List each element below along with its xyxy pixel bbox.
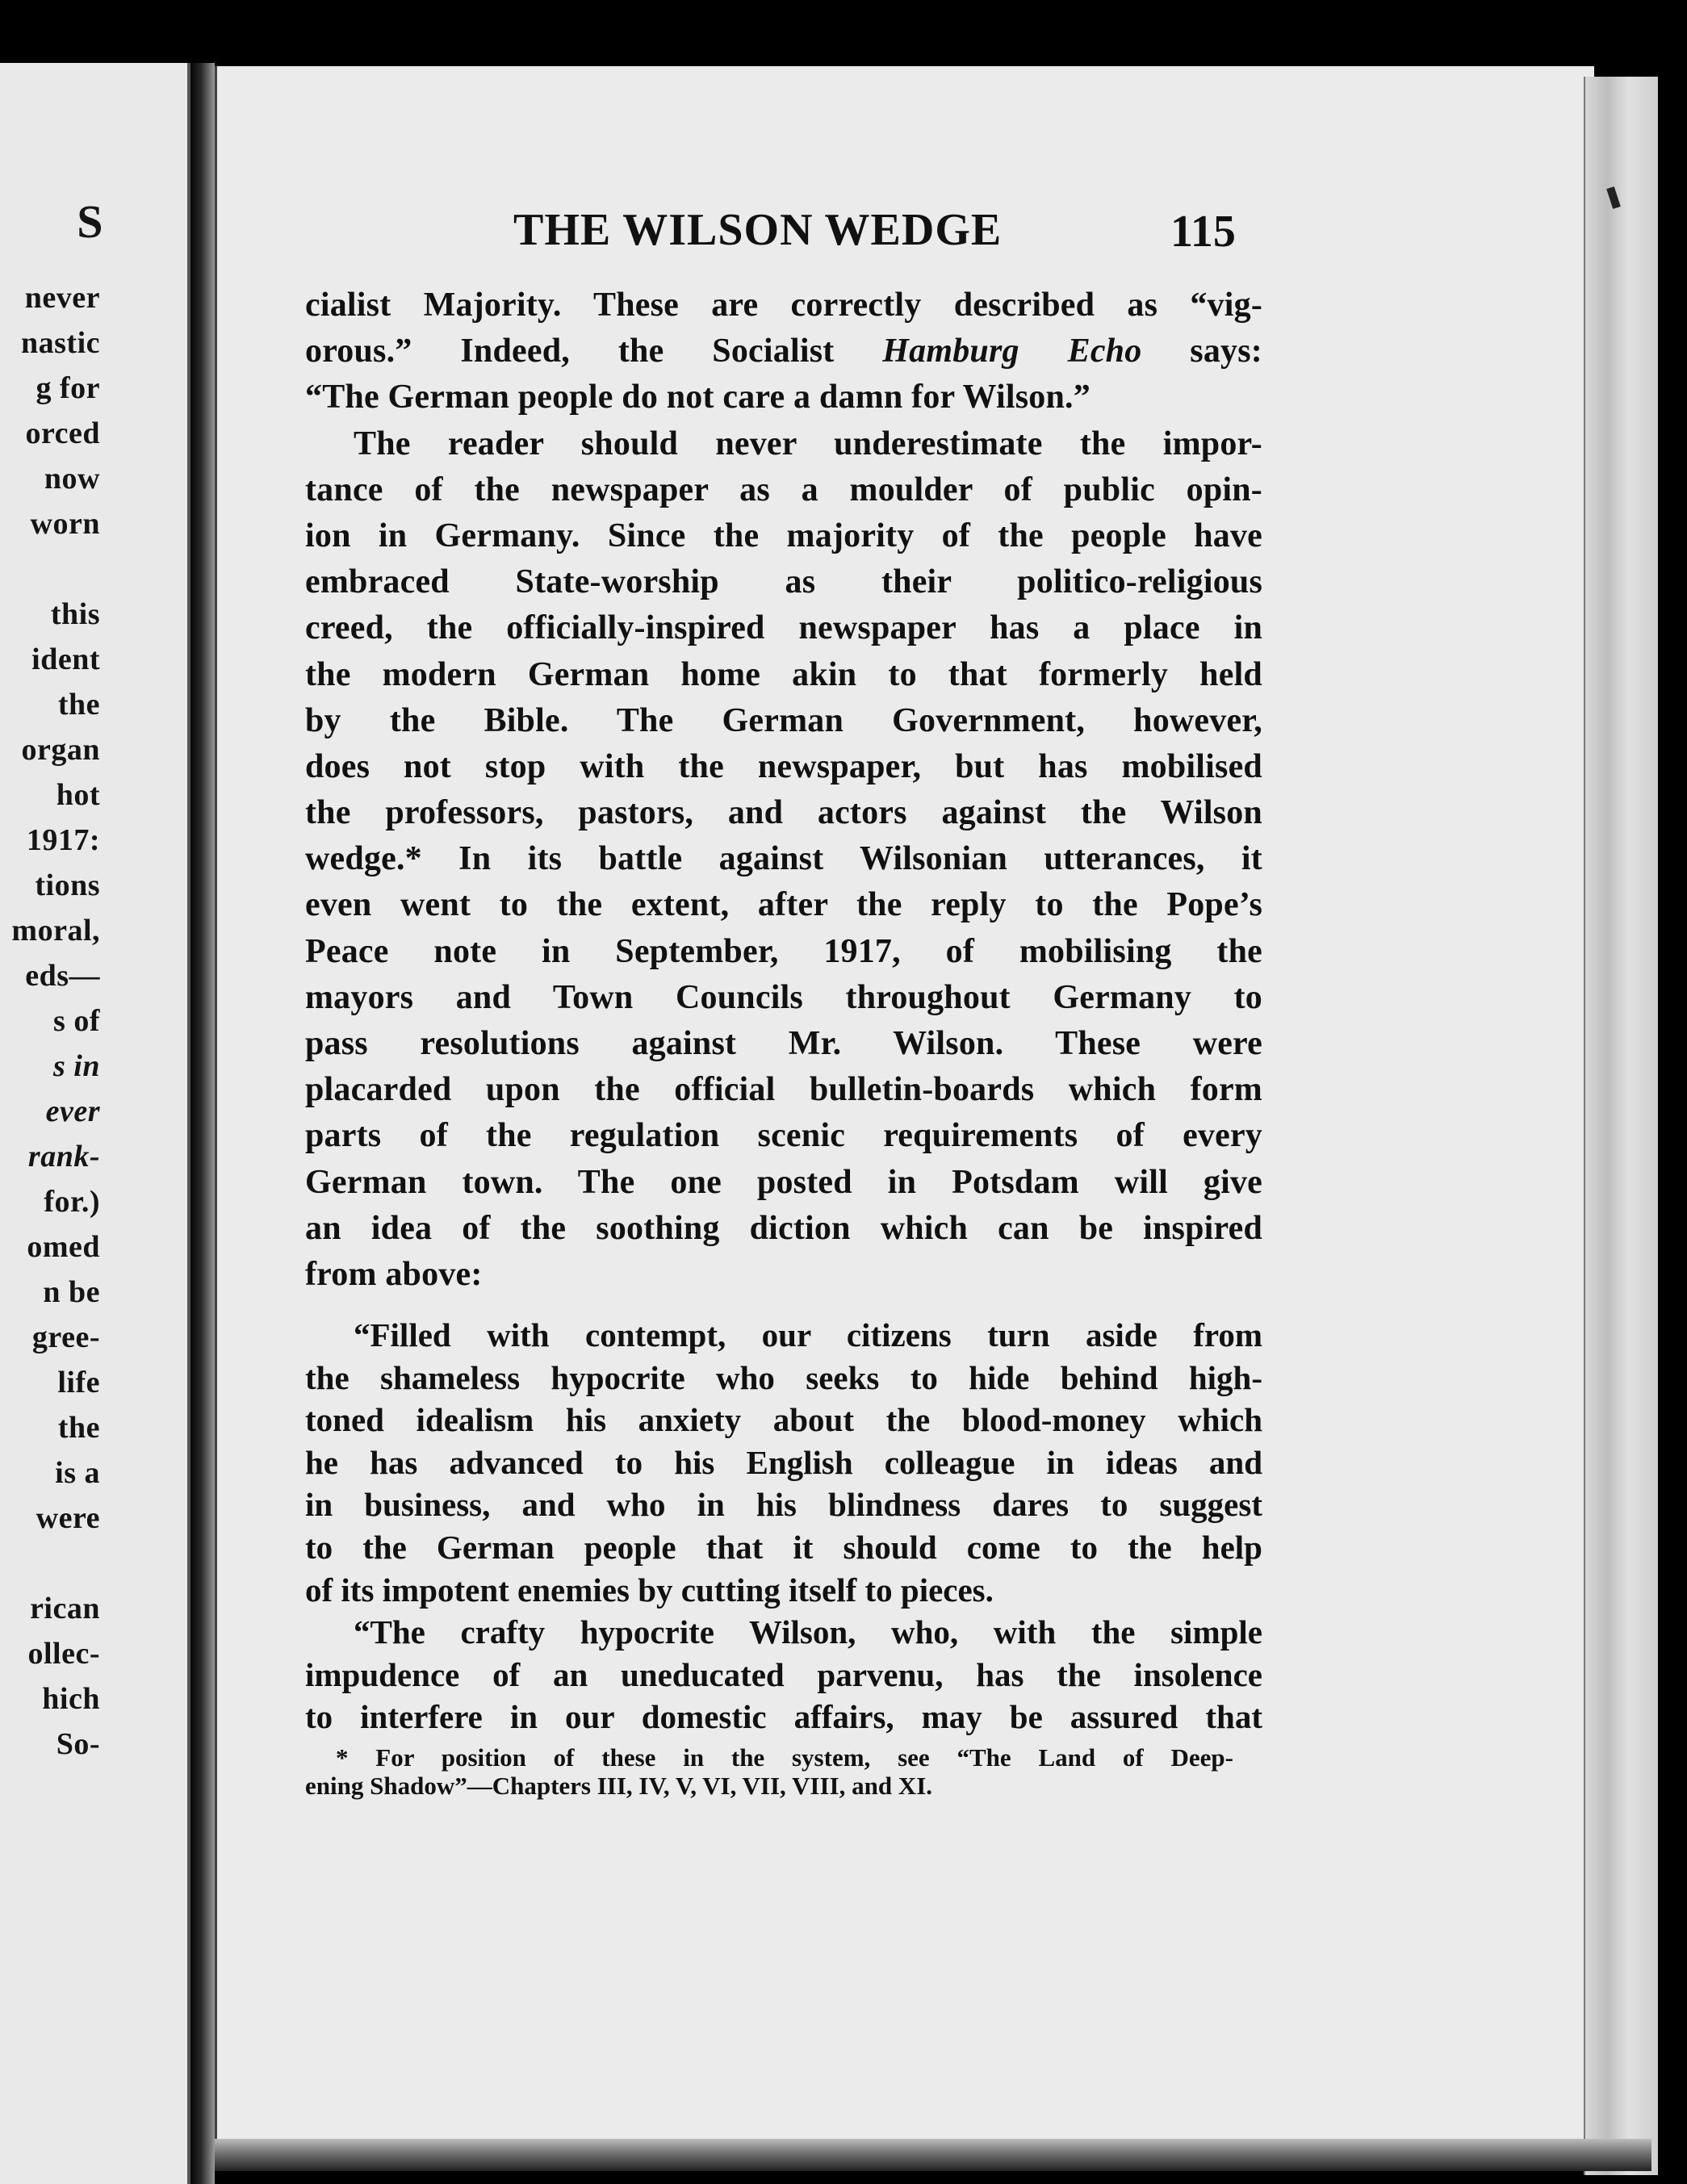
left-page-line: ollec- (27, 1637, 100, 1671)
text-line: parts of the regulation scenic requirements of every (305, 1117, 1262, 1155)
body-text (305, 282, 1262, 1298)
left-page-line: g for (36, 371, 100, 405)
footnote-line: * For position of these in the system, see “The Land of Deep- (336, 1743, 1233, 1772)
left-page-line: is a (55, 1456, 100, 1490)
left-page-line: So- (56, 1727, 100, 1761)
text-line: the modern German home akin to that formerly held (305, 655, 1262, 693)
left-page-line: tions (35, 868, 100, 902)
left-page-line: for.) (44, 1185, 100, 1219)
footnote-line: ening Shadow”—Chapters III, IV, V, VI, VII, VIII, and XI. (305, 1772, 933, 1800)
quote-line: of its impotent enemies by cutting itself to pieces. (305, 1571, 994, 1609)
text-line: pass resolutions against Mr. Wilson. These were (305, 1025, 1262, 1062)
text-line: ion in Germany. Since the majority of the people have (305, 517, 1262, 554)
quote-line: “The crafty hypocrite Wilson, who, with the simple (354, 1613, 1262, 1651)
text-line: from above: (305, 1255, 483, 1293)
left-page-line: rican (30, 1592, 100, 1625)
left-page-line: rank- (27, 1140, 100, 1174)
text-line: does not stop with the newspaper, but has mobilised (305, 747, 1262, 785)
book-gutter (190, 63, 215, 2184)
page-bottom-edge (215, 2139, 1651, 2171)
left-page-line: s of (53, 1004, 100, 1038)
quote-line: to the German people that it should come to the help (305, 1528, 1262, 1566)
text-line: even went to the extent, after the reply to the Pope’s (305, 886, 1262, 924)
left-page-line: the (57, 688, 100, 722)
left-page-line: moral, (11, 914, 100, 948)
left-page-line: 1917: (26, 823, 100, 857)
text-line: The reader should never underestimate the impor- (354, 425, 1262, 462)
text-line: by the Bible. The German Government, however, (305, 701, 1262, 739)
left-page-line: omed (27, 1230, 100, 1264)
left-page-heading: S (77, 195, 103, 248)
quote-line: he has advanced to his English colleague in ideas and (305, 1443, 1262, 1481)
left-page-line: now (44, 462, 100, 496)
text-line: Peace note in September, 1917, of mobilising the (305, 932, 1262, 970)
left-page-line: ever (45, 1094, 100, 1128)
text-line: German town. The one posted in Potsdam will give (305, 1163, 1262, 1201)
left-page-line: organ (21, 733, 100, 767)
quote-line: the shameless hypocrite who seeks to hide behind high- (305, 1358, 1262, 1396)
text-line: tance of the newspaper as a moulder of public opin- (305, 471, 1262, 508)
newspaper-title: Hamburg Echo (882, 333, 1142, 370)
quote-line: “Filled with contempt, our citizens turn aside from (354, 1316, 1262, 1353)
quote-line: to interfere in our domestic affairs, may be assured that (305, 1698, 1262, 1736)
left-page-line: life (57, 1366, 100, 1400)
page-edge (1584, 77, 1658, 2175)
text-line: creed, the officially-inspired newspaper has a place in (305, 609, 1262, 647)
quote-line: impudence of an uneducated parvenu, has the insolence (305, 1655, 1262, 1693)
text-line: placarded upon the official bulletin-boards which form (305, 1071, 1262, 1109)
text-line: an idea of the soothing diction which can be inspired (305, 1209, 1262, 1247)
left-page-line: ident (31, 642, 100, 676)
left-page-line: orced (25, 416, 100, 450)
quote-line: in business, and who in his blindness dares to suggest (305, 1486, 1262, 1524)
left-page-line: this (50, 597, 100, 631)
text-line: wedge.* In its battle against Wilsonian utterances, it (305, 840, 1262, 878)
text-line: the professors, pastors, and actors against the Wilson (305, 794, 1262, 832)
quoted-proclamation (305, 1314, 1262, 1738)
left-page-line: the (57, 1411, 100, 1445)
left-page-line: nastic (21, 326, 100, 360)
text-line: embraced State-worship as their politico-religious (305, 563, 1262, 601)
left-page-line: worn (30, 507, 100, 541)
left-page-line: were (36, 1501, 100, 1535)
left-page-line: eds— (25, 959, 100, 993)
left-page-line: gree- (31, 1320, 100, 1354)
left-page-line: hich (42, 1682, 100, 1716)
left-facing-page (0, 63, 190, 2184)
text-line: mayors and Town Councils throughout Germany to (305, 978, 1262, 1016)
text-line: “The German people do not care a damn for Wilson.” (305, 379, 1090, 416)
text-line: orous.” Indeed, the Socialist Hamburg Echo says: (305, 333, 1262, 370)
left-page-line: s in (53, 1049, 100, 1083)
running-title: THE WILSON WEDGE (513, 205, 1003, 255)
left-page-line: hot (56, 778, 100, 812)
text-line: cialist Majority. These are correctly described as “vig- (305, 287, 1262, 324)
left-page-line: n be (43, 1275, 100, 1309)
quote-line: toned idealism his anxiety about the blood-money which (305, 1401, 1262, 1439)
left-page-line: never (24, 281, 100, 315)
footnote (305, 1743, 1233, 1800)
page-number: 115 (1170, 207, 1236, 257)
